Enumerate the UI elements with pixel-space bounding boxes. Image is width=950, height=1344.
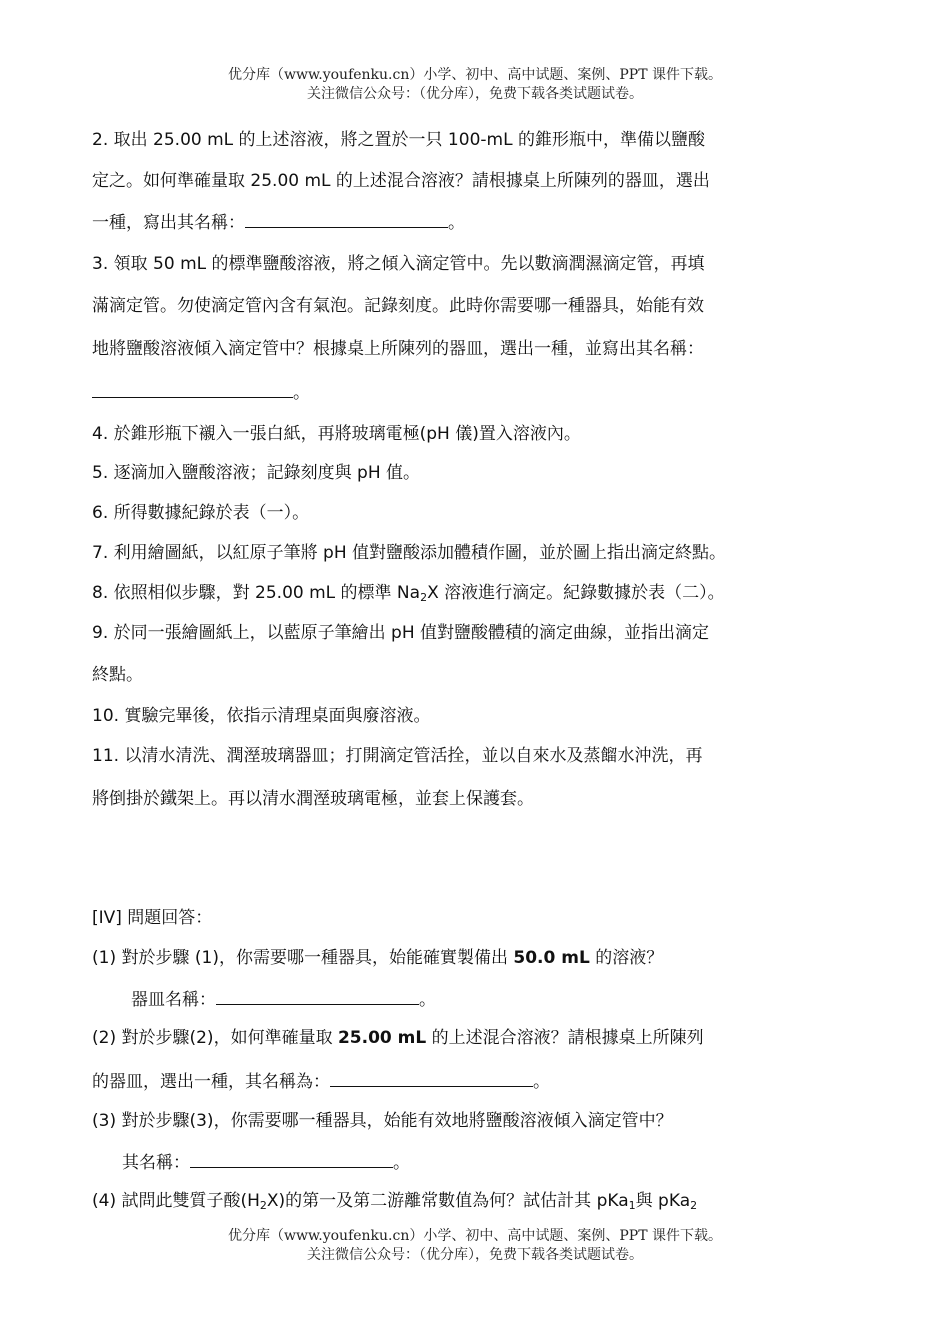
answer-blank[interactable]	[216, 988, 419, 1005]
period: 。	[293, 383, 310, 403]
step-7: 7. 利用繪圖紙，以紅原子筆將 pH 值對鹽酸添加體積作圖，並於圖上指出滴定終點。	[92, 543, 727, 563]
step-9-line-1: 9. 於同一張繪圖紙上，以藍原子筆繪出 pH 值對鹽酸體積的滴定曲線，並指出滴定	[92, 623, 710, 643]
footer-line-2: 关注微信公众号：（优分库），免费下载各类试题试卷。	[307, 1247, 643, 1263]
step-2-prompt: 一種，寫出其名稱：	[92, 213, 245, 233]
step-10: 10. 實驗完畢後，依指示清理桌面與廢溶液。	[92, 706, 431, 726]
question-2-answer: 的器皿，選出一種，其名稱為： 。	[92, 1072, 550, 1092]
question-3: (3) 對於步驟(3)，你需要哪一種器具，始能有效地將鹽酸溶液傾入滴定管中？	[92, 1111, 673, 1131]
step-3-line-3: 地將鹽酸溶液傾入滴定管中？根據桌上所陳列的器皿，選出一種，並寫出其名稱：	[92, 339, 704, 359]
footer-line-1: 优分库（www.youfenku.cn）小学、初中、高中试题、案例、PPT 课件下载。	[227, 1228, 722, 1244]
page-footer	[0, 1227, 950, 1265]
step-2-line-2: 定之。如何準確量取 25.00 mL 的上述混合溶液？請根據桌上所陳列的器皿，選出	[92, 171, 710, 191]
page-header	[0, 66, 950, 104]
question-4: (4) 試問此雙質子酸$(H_2X)$的第一及第二游離常數值為何？試估計其 pKa$_1$與 pKa$_2$	[92, 1191, 698, 1212]
step-6: 6. 所得數據紀錄於表（一）。	[92, 503, 310, 523]
question-2: (2) 對於步驟(2)，如何準確量取 25.00 mL 的上述混合溶液？請根據桌上所陳列	[92, 1028, 704, 1048]
step-5: 5. 逐滴加入鹽酸溶液；記錄刻度與 pH 值。	[92, 463, 421, 483]
period: 。	[448, 213, 465, 233]
step-8: 8. 依照相似步驟，對 25.00 mL 的標準 $Na_2X$ 溶液進行滴定。紀錄數據於表（二）。	[92, 583, 725, 604]
header-line-1: 优分库（www.youfenku.cn）小学、初中、高中试题、案例、PPT 课件下载。	[227, 67, 722, 83]
step-3-answer-line	[92, 381, 310, 404]
answer-blank[interactable]	[330, 1070, 533, 1087]
answer-blank[interactable]	[92, 381, 293, 398]
header-line-2: 关注微信公众号：（优分库），免费下载各类试题试卷。	[307, 86, 643, 102]
step-3-line-1: 3. 領取 50 mL 的標準鹽酸溶液，將之傾入滴定管中。先以數滴潤濕滴定管，再填	[92, 254, 705, 274]
step-9-line-2: 終點。	[92, 665, 143, 685]
step-2-line-1: 2. 取出 25.00 mL 的上述溶液，將之置於一只 100-mL 的錐形瓶中，準備以鹽酸	[92, 130, 705, 150]
question-1: (1) 對於步驟 (1)，你需要哪一種器具，始能確實製備出 50.0 mL 的溶液？	[92, 948, 664, 968]
step-4: 4. 於錐形瓶下襯入一張白紙，再將玻璃電極(pH 儀)置入溶液內。	[92, 424, 581, 444]
step-11-line-1: 11. 以清水清洗、潤溼玻璃器皿；打開滴定管活拴，並以自來水及蒸餾水沖洗，再	[92, 746, 703, 766]
answer-blank[interactable]	[245, 211, 448, 228]
questions-heading: [IV] 問題回答：	[92, 908, 213, 928]
step-11-line-2: 將倒掛於鐵架上。再以清水潤溼玻璃電極，並套上保護套。	[92, 789, 534, 809]
question-1-answer: 器皿名稱： 。	[131, 990, 436, 1010]
step-2-line-3	[92, 211, 465, 234]
step-3-line-2: 滿滴定管。勿使滴定管內含有氣泡。記錄刻度。此時你需要哪一種器具，始能有效	[92, 296, 704, 316]
question-3-answer: 其名稱： 。	[122, 1153, 410, 1173]
answer-blank[interactable]	[190, 1151, 393, 1168]
